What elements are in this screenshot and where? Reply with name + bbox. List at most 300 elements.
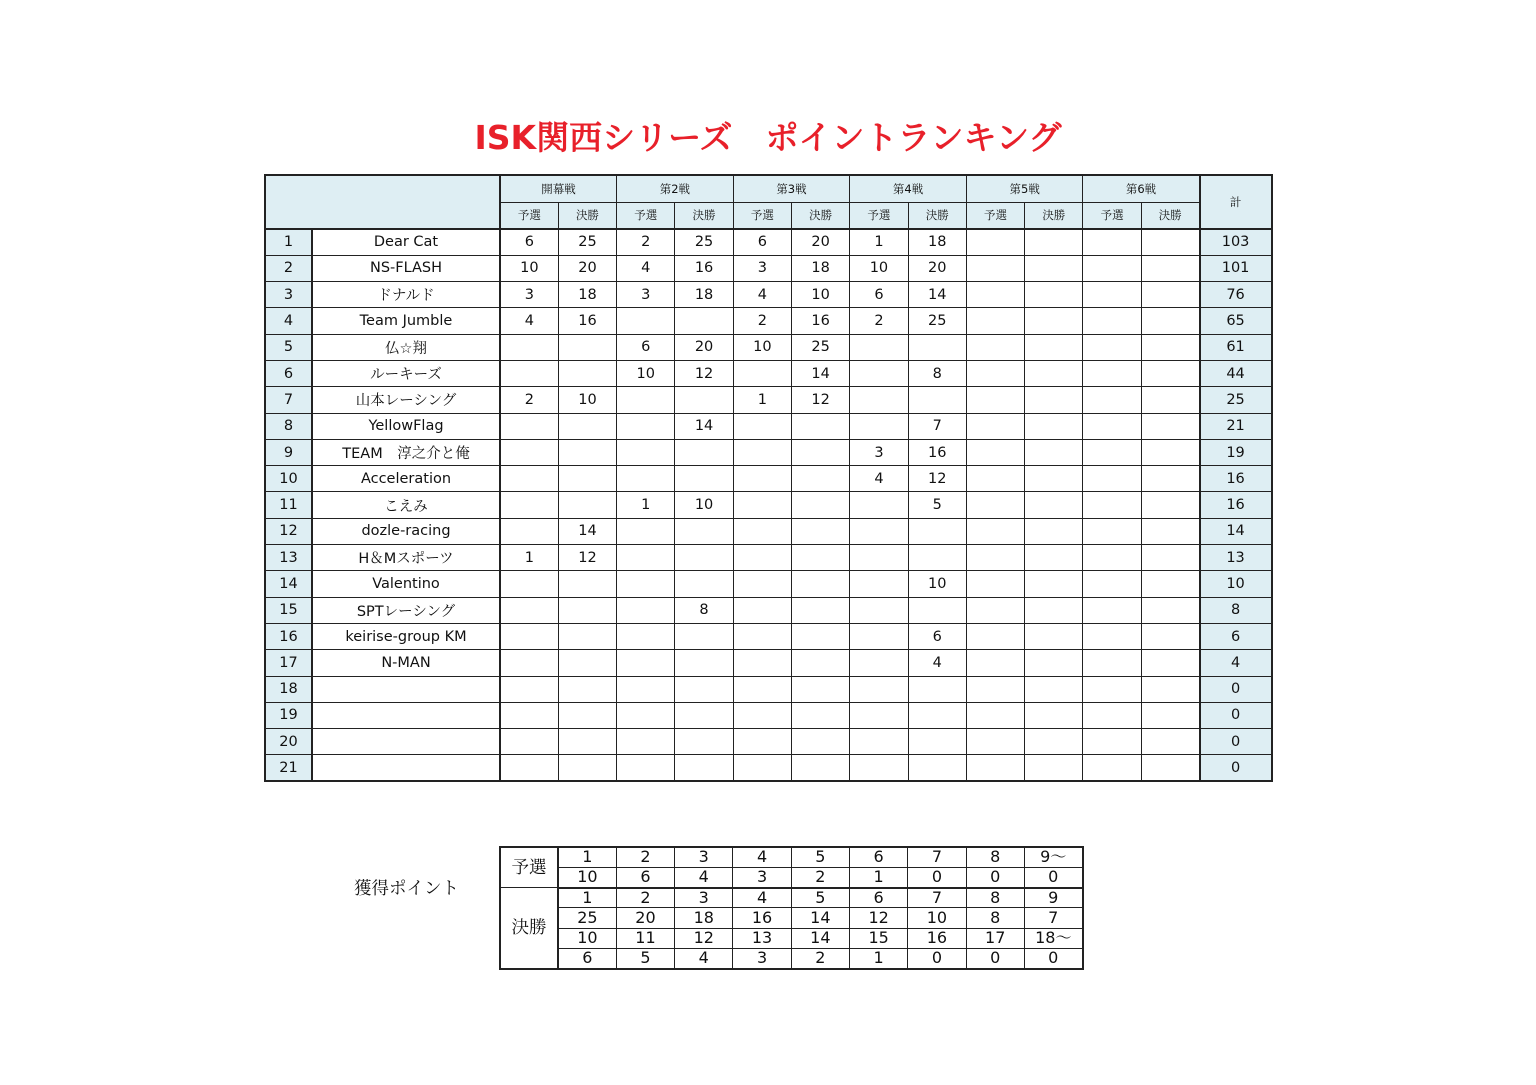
score-cell xyxy=(850,360,908,386)
points-cell: 0 xyxy=(966,948,1024,968)
score-cell xyxy=(1025,492,1083,518)
score-cell xyxy=(966,387,1024,413)
score-cell xyxy=(1083,413,1141,439)
team-name: dozle-racing xyxy=(312,518,500,544)
total-cell: 0 xyxy=(1200,755,1272,781)
points-cell: 12 xyxy=(849,908,907,928)
score-cell xyxy=(675,545,733,571)
score-cell xyxy=(558,623,616,649)
score-cell: 7 xyxy=(908,413,966,439)
table-row xyxy=(265,308,1272,334)
score-cell xyxy=(1141,334,1199,360)
rank-cell: 5 xyxy=(265,334,312,360)
score-cell xyxy=(1141,229,1199,255)
rank-cell: 16 xyxy=(265,623,312,649)
score-cell xyxy=(500,571,558,597)
total-cell: 16 xyxy=(1200,466,1272,492)
qualifying-header: 予選 xyxy=(733,202,791,229)
score-cell: 16 xyxy=(675,255,733,281)
points-cell: 6 xyxy=(849,888,907,908)
score-cell xyxy=(733,729,791,755)
points-cell: 5 xyxy=(791,847,849,867)
rank-cell: 13 xyxy=(265,545,312,571)
points-cell: 0 xyxy=(1024,948,1082,968)
score-cell xyxy=(850,492,908,518)
score-cell xyxy=(908,676,966,702)
total-cell: 13 xyxy=(1200,545,1272,571)
score-cell xyxy=(500,729,558,755)
points-table xyxy=(499,846,1084,970)
score-cell xyxy=(500,439,558,465)
score-cell xyxy=(500,702,558,728)
score-cell: 10 xyxy=(733,334,791,360)
rank-cell: 1 xyxy=(265,229,312,255)
points-group-label: 決勝 xyxy=(500,888,558,969)
score-cell xyxy=(1083,623,1141,649)
total-cell: 0 xyxy=(1200,702,1272,728)
score-cell xyxy=(1141,255,1199,281)
table-row xyxy=(265,545,1272,571)
qualifying-header: 予選 xyxy=(1083,202,1141,229)
score-cell: 6 xyxy=(617,334,675,360)
table-row xyxy=(265,650,1272,676)
score-cell xyxy=(1025,360,1083,386)
score-cell xyxy=(966,308,1024,334)
score-cell xyxy=(617,729,675,755)
score-cell xyxy=(1083,597,1141,623)
score-cell xyxy=(850,545,908,571)
score-cell xyxy=(966,229,1024,255)
points-cell: 16 xyxy=(908,928,966,948)
score-cell xyxy=(558,755,616,781)
points-cell: 8 xyxy=(966,888,1024,908)
score-cell xyxy=(500,492,558,518)
points-cell: 2 xyxy=(616,888,674,908)
points-cell: 16 xyxy=(733,908,791,928)
score-cell xyxy=(966,334,1024,360)
score-cell xyxy=(966,518,1024,544)
score-cell xyxy=(1141,387,1199,413)
score-cell xyxy=(617,571,675,597)
score-cell: 1 xyxy=(617,492,675,518)
score-cell xyxy=(1141,571,1199,597)
score-cell xyxy=(733,439,791,465)
score-cell xyxy=(1025,229,1083,255)
score-cell xyxy=(500,650,558,676)
score-cell xyxy=(791,597,849,623)
score-cell xyxy=(500,466,558,492)
score-cell xyxy=(558,360,616,386)
score-cell xyxy=(500,597,558,623)
score-cell xyxy=(617,413,675,439)
team-name: Dear Cat xyxy=(312,229,500,255)
points-cell: 2 xyxy=(791,867,849,887)
score-cell xyxy=(850,702,908,728)
score-cell xyxy=(733,466,791,492)
score-cell xyxy=(791,466,849,492)
score-cell xyxy=(1025,466,1083,492)
team-name: H＆Mスポーツ xyxy=(312,545,500,571)
score-cell xyxy=(675,518,733,544)
points-cell: 3 xyxy=(733,948,791,968)
points-label: 獲得ポイント xyxy=(354,879,459,899)
final-header: 決勝 xyxy=(558,202,616,229)
table-row xyxy=(265,413,1272,439)
score-cell xyxy=(1141,729,1199,755)
score-cell xyxy=(733,676,791,702)
rank-cell: 7 xyxy=(265,387,312,413)
score-cell xyxy=(908,702,966,728)
points-cell: 0 xyxy=(1024,867,1082,887)
score-cell xyxy=(1141,492,1199,518)
score-cell: 6 xyxy=(908,623,966,649)
score-cell xyxy=(675,755,733,781)
race-header: 第3戦 xyxy=(733,175,850,202)
points-cell: 25 xyxy=(558,908,616,928)
score-cell xyxy=(675,702,733,728)
score-cell xyxy=(1083,360,1141,386)
score-cell xyxy=(1083,571,1141,597)
score-cell xyxy=(966,492,1024,518)
score-cell xyxy=(966,650,1024,676)
total-cell: 16 xyxy=(1200,492,1272,518)
score-cell xyxy=(1141,360,1199,386)
rank-cell: 3 xyxy=(265,282,312,308)
score-cell xyxy=(966,282,1024,308)
team-name xyxy=(312,676,500,702)
page-title: ISK関西シリーズ ポイントランキング xyxy=(474,118,1062,157)
score-cell xyxy=(908,518,966,544)
score-cell xyxy=(558,492,616,518)
score-cell xyxy=(617,755,675,781)
score-cell xyxy=(1025,623,1083,649)
score-cell xyxy=(791,623,849,649)
score-cell xyxy=(617,676,675,702)
score-cell xyxy=(1025,413,1083,439)
score-cell: 10 xyxy=(850,255,908,281)
score-cell: 14 xyxy=(558,518,616,544)
score-cell xyxy=(1083,755,1141,781)
score-cell: 6 xyxy=(850,282,908,308)
score-cell xyxy=(558,413,616,439)
score-cell xyxy=(1083,334,1141,360)
score-cell xyxy=(675,466,733,492)
score-cell: 20 xyxy=(558,255,616,281)
points-cell: 8 xyxy=(966,847,1024,867)
score-cell xyxy=(1083,545,1141,571)
score-cell xyxy=(733,413,791,439)
rank-cell: 4 xyxy=(265,308,312,334)
score-cell: 25 xyxy=(791,334,849,360)
race-header: 第4戦 xyxy=(850,175,967,202)
score-cell xyxy=(675,650,733,676)
points-cell: 9〜 xyxy=(1024,847,1082,867)
team-name: N-MAN xyxy=(312,650,500,676)
score-cell: 10 xyxy=(500,255,558,281)
score-cell xyxy=(1025,755,1083,781)
team-name: Acceleration xyxy=(312,466,500,492)
score-cell: 2 xyxy=(850,308,908,334)
score-cell: 10 xyxy=(617,360,675,386)
total-cell: 25 xyxy=(1200,387,1272,413)
score-cell xyxy=(1141,282,1199,308)
total-cell: 61 xyxy=(1200,334,1272,360)
score-cell: 6 xyxy=(500,229,558,255)
score-cell: 18 xyxy=(675,282,733,308)
score-cell xyxy=(733,597,791,623)
points-cell: 2 xyxy=(791,948,849,968)
points-cell: 20 xyxy=(616,908,674,928)
points-cell: 7 xyxy=(908,888,966,908)
points-cell: 4 xyxy=(733,847,791,867)
score-cell xyxy=(1083,518,1141,544)
score-cell xyxy=(850,518,908,544)
header-corner xyxy=(265,175,500,229)
score-cell xyxy=(966,755,1024,781)
score-cell xyxy=(1025,439,1083,465)
score-cell xyxy=(791,492,849,518)
score-cell: 16 xyxy=(791,308,849,334)
score-cell xyxy=(1141,676,1199,702)
score-cell xyxy=(1025,518,1083,544)
score-cell xyxy=(1025,729,1083,755)
points-cell: 3 xyxy=(733,867,791,887)
points-cell: 14 xyxy=(791,928,849,948)
score-cell xyxy=(733,755,791,781)
points-row xyxy=(500,948,1083,968)
score-cell: 12 xyxy=(675,360,733,386)
table-row xyxy=(265,676,1272,702)
team-name: YellowFlag xyxy=(312,413,500,439)
race-header: 第2戦 xyxy=(617,175,734,202)
total-cell: 0 xyxy=(1200,729,1272,755)
score-cell xyxy=(1083,729,1141,755)
score-cell xyxy=(558,729,616,755)
score-cell xyxy=(1141,650,1199,676)
score-cell xyxy=(1141,413,1199,439)
score-cell: 4 xyxy=(733,282,791,308)
score-cell xyxy=(966,545,1024,571)
points-row xyxy=(500,928,1083,948)
table-row xyxy=(265,334,1272,360)
race-header: 第6戦 xyxy=(1083,175,1200,202)
table-row xyxy=(265,282,1272,308)
points-cell: 0 xyxy=(908,948,966,968)
score-cell xyxy=(558,571,616,597)
score-cell xyxy=(558,650,616,676)
rank-cell: 19 xyxy=(265,702,312,728)
score-cell xyxy=(791,650,849,676)
score-cell: 1 xyxy=(733,387,791,413)
score-cell: 3 xyxy=(500,282,558,308)
points-cell: 4 xyxy=(733,888,791,908)
score-cell xyxy=(791,755,849,781)
score-cell xyxy=(617,597,675,623)
total-cell: 44 xyxy=(1200,360,1272,386)
rank-cell: 6 xyxy=(265,360,312,386)
points-cell: 11 xyxy=(616,928,674,948)
table-row xyxy=(265,229,1272,255)
team-name: SPTレーシング xyxy=(312,597,500,623)
total-cell: 6 xyxy=(1200,623,1272,649)
score-cell: 14 xyxy=(675,413,733,439)
score-cell xyxy=(850,334,908,360)
team-name: NS-FLASH xyxy=(312,255,500,281)
score-cell: 6 xyxy=(733,229,791,255)
total-cell: 65 xyxy=(1200,308,1272,334)
score-cell xyxy=(966,623,1024,649)
score-cell xyxy=(617,308,675,334)
score-cell xyxy=(617,466,675,492)
score-cell: 18 xyxy=(908,229,966,255)
score-cell: 4 xyxy=(500,308,558,334)
total-cell: 10 xyxy=(1200,571,1272,597)
points-cell: 10 xyxy=(558,867,616,887)
points-cell: 1 xyxy=(558,888,616,908)
score-cell: 1 xyxy=(500,545,558,571)
qualifying-header: 予選 xyxy=(617,202,675,229)
rank-cell: 9 xyxy=(265,439,312,465)
score-cell: 2 xyxy=(733,308,791,334)
score-cell xyxy=(1083,387,1141,413)
score-cell xyxy=(1025,597,1083,623)
team-name: keirise-group KM xyxy=(312,623,500,649)
score-cell: 4 xyxy=(617,255,675,281)
score-cell xyxy=(558,702,616,728)
total-cell: 21 xyxy=(1200,413,1272,439)
total-cell: 0 xyxy=(1200,676,1272,702)
score-cell xyxy=(1083,466,1141,492)
score-cell xyxy=(850,571,908,597)
final-header: 決勝 xyxy=(791,202,849,229)
score-cell xyxy=(1025,282,1083,308)
table-row xyxy=(265,518,1272,544)
score-cell xyxy=(558,597,616,623)
score-cell xyxy=(850,729,908,755)
score-cell xyxy=(558,466,616,492)
score-cell xyxy=(733,545,791,571)
rank-cell: 8 xyxy=(265,413,312,439)
score-cell xyxy=(617,702,675,728)
score-cell xyxy=(966,729,1024,755)
score-cell xyxy=(1141,545,1199,571)
total-cell: 76 xyxy=(1200,282,1272,308)
rank-cell: 18 xyxy=(265,676,312,702)
score-cell xyxy=(733,518,791,544)
score-cell xyxy=(1083,702,1141,728)
score-cell xyxy=(675,439,733,465)
points-row xyxy=(500,847,1083,867)
points-row xyxy=(500,888,1083,908)
score-cell xyxy=(1141,439,1199,465)
table-row xyxy=(265,439,1272,465)
score-cell xyxy=(908,334,966,360)
rank-cell: 12 xyxy=(265,518,312,544)
points-cell: 4 xyxy=(675,867,733,887)
points-cell: 10 xyxy=(908,908,966,928)
score-cell xyxy=(675,623,733,649)
score-cell xyxy=(791,729,849,755)
rank-cell: 10 xyxy=(265,466,312,492)
total-cell: 101 xyxy=(1200,255,1272,281)
score-cell xyxy=(908,755,966,781)
score-cell xyxy=(617,387,675,413)
score-cell xyxy=(966,255,1024,281)
score-cell xyxy=(791,518,849,544)
score-cell: 8 xyxy=(908,360,966,386)
points-cell: 6 xyxy=(558,948,616,968)
score-cell xyxy=(966,676,1024,702)
total-header: 計 xyxy=(1200,175,1272,229)
points-cell: 12 xyxy=(675,928,733,948)
score-cell xyxy=(850,413,908,439)
rank-cell: 15 xyxy=(265,597,312,623)
table-row xyxy=(265,755,1272,781)
points-cell: 8 xyxy=(966,908,1024,928)
score-cell xyxy=(500,334,558,360)
points-cell: 1 xyxy=(849,867,907,887)
points-cell: 1 xyxy=(849,948,907,968)
points-cell: 7 xyxy=(1024,908,1082,928)
score-cell xyxy=(1025,334,1083,360)
score-cell: 4 xyxy=(850,466,908,492)
score-cell xyxy=(1025,545,1083,571)
score-cell xyxy=(733,650,791,676)
points-cell: 15 xyxy=(849,928,907,948)
points-cell: 7 xyxy=(908,847,966,867)
points-cell: 3 xyxy=(675,847,733,867)
final-header: 決勝 xyxy=(1025,202,1083,229)
score-cell: 25 xyxy=(675,229,733,255)
score-cell xyxy=(1025,387,1083,413)
score-cell xyxy=(1025,308,1083,334)
score-cell xyxy=(733,702,791,728)
score-cell xyxy=(675,387,733,413)
table-row xyxy=(265,255,1272,281)
qualifying-header: 予選 xyxy=(850,202,908,229)
score-cell xyxy=(500,676,558,702)
table-row xyxy=(265,360,1272,386)
score-cell: 20 xyxy=(791,229,849,255)
score-cell xyxy=(791,439,849,465)
final-header: 決勝 xyxy=(675,202,733,229)
score-cell xyxy=(617,439,675,465)
score-cell: 25 xyxy=(558,229,616,255)
score-cell xyxy=(617,623,675,649)
points-group-label: 予選 xyxy=(500,847,558,888)
score-cell xyxy=(1025,702,1083,728)
score-cell: 20 xyxy=(908,255,966,281)
table-row xyxy=(265,492,1272,518)
points-cell: 3 xyxy=(675,888,733,908)
score-cell: 3 xyxy=(850,439,908,465)
score-cell xyxy=(1083,492,1141,518)
score-cell xyxy=(791,545,849,571)
points-cell: 5 xyxy=(616,948,674,968)
total-cell: 19 xyxy=(1200,439,1272,465)
score-cell xyxy=(850,755,908,781)
points-cell: 9 xyxy=(1024,888,1082,908)
team-name: こえみ xyxy=(312,492,500,518)
points-row xyxy=(500,867,1083,887)
score-cell: 12 xyxy=(791,387,849,413)
score-cell xyxy=(500,623,558,649)
table-row xyxy=(265,387,1272,413)
race-header: 第5戦 xyxy=(966,175,1083,202)
points-cell: 0 xyxy=(908,867,966,887)
score-cell: 10 xyxy=(791,282,849,308)
rank-cell: 17 xyxy=(265,650,312,676)
